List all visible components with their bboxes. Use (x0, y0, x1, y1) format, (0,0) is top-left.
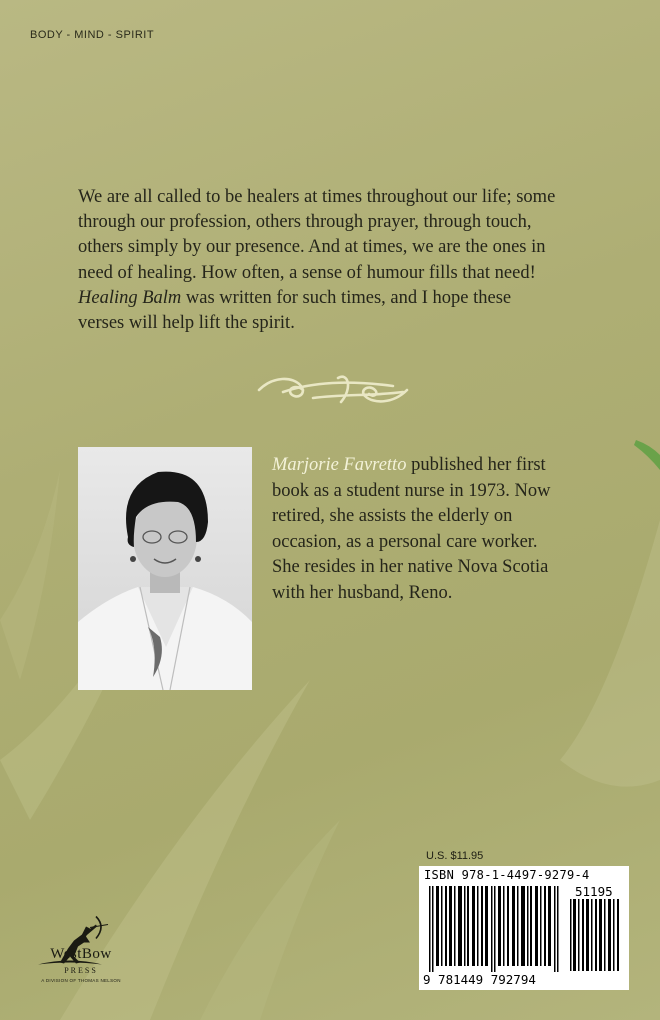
author-bio (272, 453, 562, 607)
category-label: BODY - MIND - SPIRIT (30, 29, 155, 41)
publisher-name: WestBow (50, 946, 112, 962)
author-name: Marjorie Favretto (272, 455, 407, 475)
blurb-text-2: was written for such times, and I hope these verses will help lift the spirit. (78, 287, 512, 334)
publisher-division: A DIVISION OF THOMAS NELSON (41, 978, 121, 983)
price-label: U.S. $11.95 (426, 850, 484, 862)
publisher-press: PRESS (64, 966, 98, 975)
flourish-ornament (253, 368, 413, 412)
addon-barcode-bars (569, 899, 623, 971)
isbn-barcode (419, 866, 629, 990)
addon-number: 51195 (575, 884, 613, 899)
blurb-text-1: We are all called to be healers at times throughout our life; some through our profession, others through prayer, through touch, others simply by our presence. And at times, we are the ones in need of healing. How often, a sense of humour fills that need! (78, 187, 556, 283)
isbn-number: ISBN 978-1-4497-9279-4 (424, 868, 590, 882)
book-title: Healing Balm (78, 287, 182, 308)
back-cover-blurb (78, 185, 558, 336)
author-bio-text: published her first book as a student nurse in 1973. Now retired, she assists the elderly on occasion, as a personal care worker. She resides in her native Nova Scotia with her husband, Reno. (272, 455, 551, 603)
ean-barcode-bars (427, 886, 565, 972)
ean-number: 9 781449 792794 (423, 972, 536, 987)
author-photo (78, 447, 252, 690)
